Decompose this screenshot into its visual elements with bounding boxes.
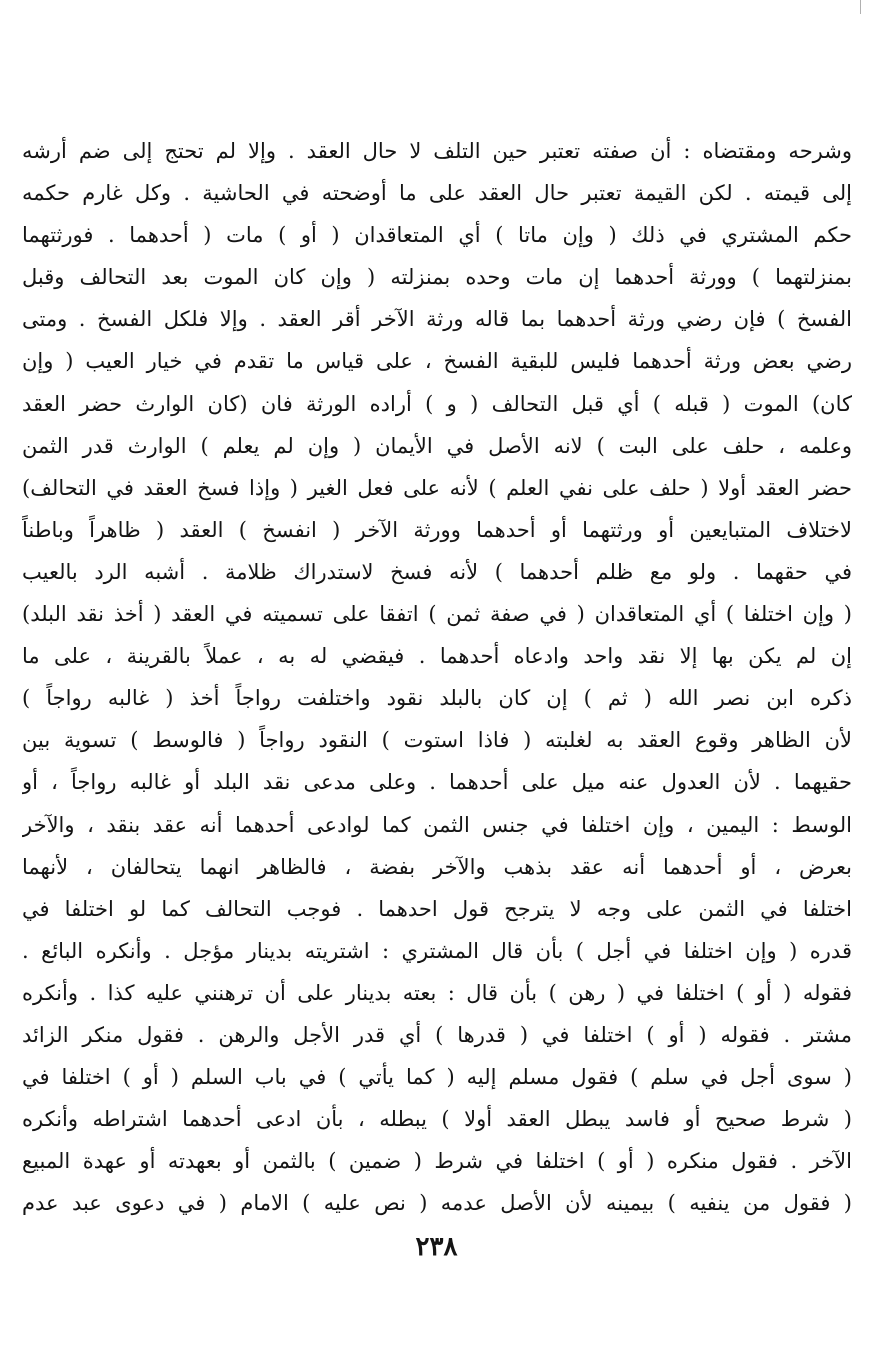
text-line: ( سوى أجل في سلم ) فقول مسلم إليه ( كما يأتي ) في باب السلم ( أو ) اختلفا في — [22, 1065, 852, 1090]
text-line: لأن الظاهر وقوع العقد به لغلبته ( فاذا استوت ) النقود رواجاً ( فالوسط ) تسوية بين — [22, 728, 852, 753]
text-line: حقيهما . لأن العدول عنه ميل على أحدهما . وعلى مدعى نقد البلد أو غالبه رواجاً ، أو — [22, 770, 852, 795]
text-line: في حقهما . ولو مع ظلم أحدهما ) لأنه فسخ لاستدراك ظلامة . أشبه الرد بالعيب — [22, 559, 852, 584]
text-line: ذكره ابن نصر الله ( ثم ) إن كان بالبلد نقود واختلفت رواجاً أخذ ( غالبه رواجاً ) — [22, 686, 852, 711]
text-line: فقوله ( أو ) اختلفا في ( رهن ) بأن قال : بعته بدينار على أن ترهنني عليه كذا . وأنكره — [22, 980, 852, 1005]
text-line: وعلمه ، حلف على البت ) لانه الأصل في الأيمان ( وإن لم يعلم ) الوارث قدر الثمن — [22, 433, 852, 458]
text-line: ( شرط صحيح أو فاسد يبطل العقد أولا ) يبطله ، بأن ادعى أحدهما اشتراطه وأنكره — [22, 1107, 852, 1132]
text-line: الآخر . فقول منكره ( أو ) اختلفا في شرط ( ضمين ) بالثمن أو بعهدته أو عهدة المبيع — [22, 1149, 852, 1174]
body-text — [22, 130, 852, 1224]
scan-mark — [860, 0, 861, 14]
text-line: حكم المشتري في ذلك ( وإن ماتا ) أي المتعاقدان ( أو ) مات ( أحدهما . فورثتهما — [22, 223, 852, 248]
text-line: قدره ( وإن اختلفا في أجل ) بأن قال المشتري : اشتريته بدينار مؤجل . وأنكره البائع . — [22, 938, 852, 963]
text-line: بعرض ، أو أحدهما أنه عقد بذهب والآخر بفضة ، فالظاهر انهما يتحالفان ، لأنهما — [22, 854, 852, 879]
text-line: وشرحه ومقتضاه : أن صفته تعتبر حين التلف لا حال العقد . وإلا لم تحتج إلى ضم أرشه — [22, 139, 852, 163]
text-line: بمنزلتهما ) وورثة أحدهما إن مات وحده بمنزلته ( وإن كان الموت بعد التحالف وقبل — [22, 265, 852, 290]
text-line: إن لم يكن بها إلا نقد واحد وادعاه أحدهما . فيقضي له به ، عملاً بالقرينة ، على ما — [22, 644, 852, 669]
text-line: إلى قيمته . لكن القيمة تعتبر حال العقد على ما أوضحته في الحاشية . وكل غارم حكمه — [22, 181, 852, 206]
text-line: اختلفا في الثمن على وجه لا يترجح قول احدهما . فوجب التحالف كما لو اختلفا في — [22, 896, 852, 921]
text-line: كان) الموت ( قبله ) أي قبل التحالف ( و ) أراده الورثة فان (كان الوارث حضر العقد — [22, 391, 852, 416]
text-line: مشتر . فقوله ( أو ) اختلفا في ( قدرها ) أي قدر الأجل والرهن . فقول منكر الزائد — [22, 1022, 852, 1047]
text-line: الوسط : اليمين ، وإن اختلفا في جنس الثمن كما لوادعى أحدهما أنه عقد بنقد ، والآخر — [22, 812, 852, 837]
text-line: الفسخ ) فإن رضي ورثة أحدهما بما قاله ورثة الآخر أقر العقد . وإلا فلكل الفسخ . ومتى — [22, 307, 852, 332]
text-line: رضي بعض ورثة أحدهما فليس للبقية الفسخ ، على قياس ما تقدم في خيار العيب ( وإن — [22, 349, 852, 374]
page-number: ٢٣٨ — [415, 1232, 458, 1262]
text-line: حضر العقد أولا ( حلف على نفي العلم ) لأنه على فعل الغير ( وإذا فسخ العقد في التحالف) — [22, 475, 852, 500]
text-line: ( فقول من ينفيه ) بيمينه لأن الأصل عدمه ( نص عليه ) الامام ( في دعوى عبد عدم — [22, 1191, 852, 1216]
text-line: ( وإن اختلفا ) أي المتعاقدان ( في صفة ثمن ) اتفقا على تسميته في العقد ( أخذ نقد البلد) — [22, 602, 852, 627]
text-line: لاختلاف المتبايعين أو ورثتهما أو أحدهما وورثة الآخر ( انفسخ ) العقد ( ظاهراً وباطناً — [22, 517, 852, 542]
